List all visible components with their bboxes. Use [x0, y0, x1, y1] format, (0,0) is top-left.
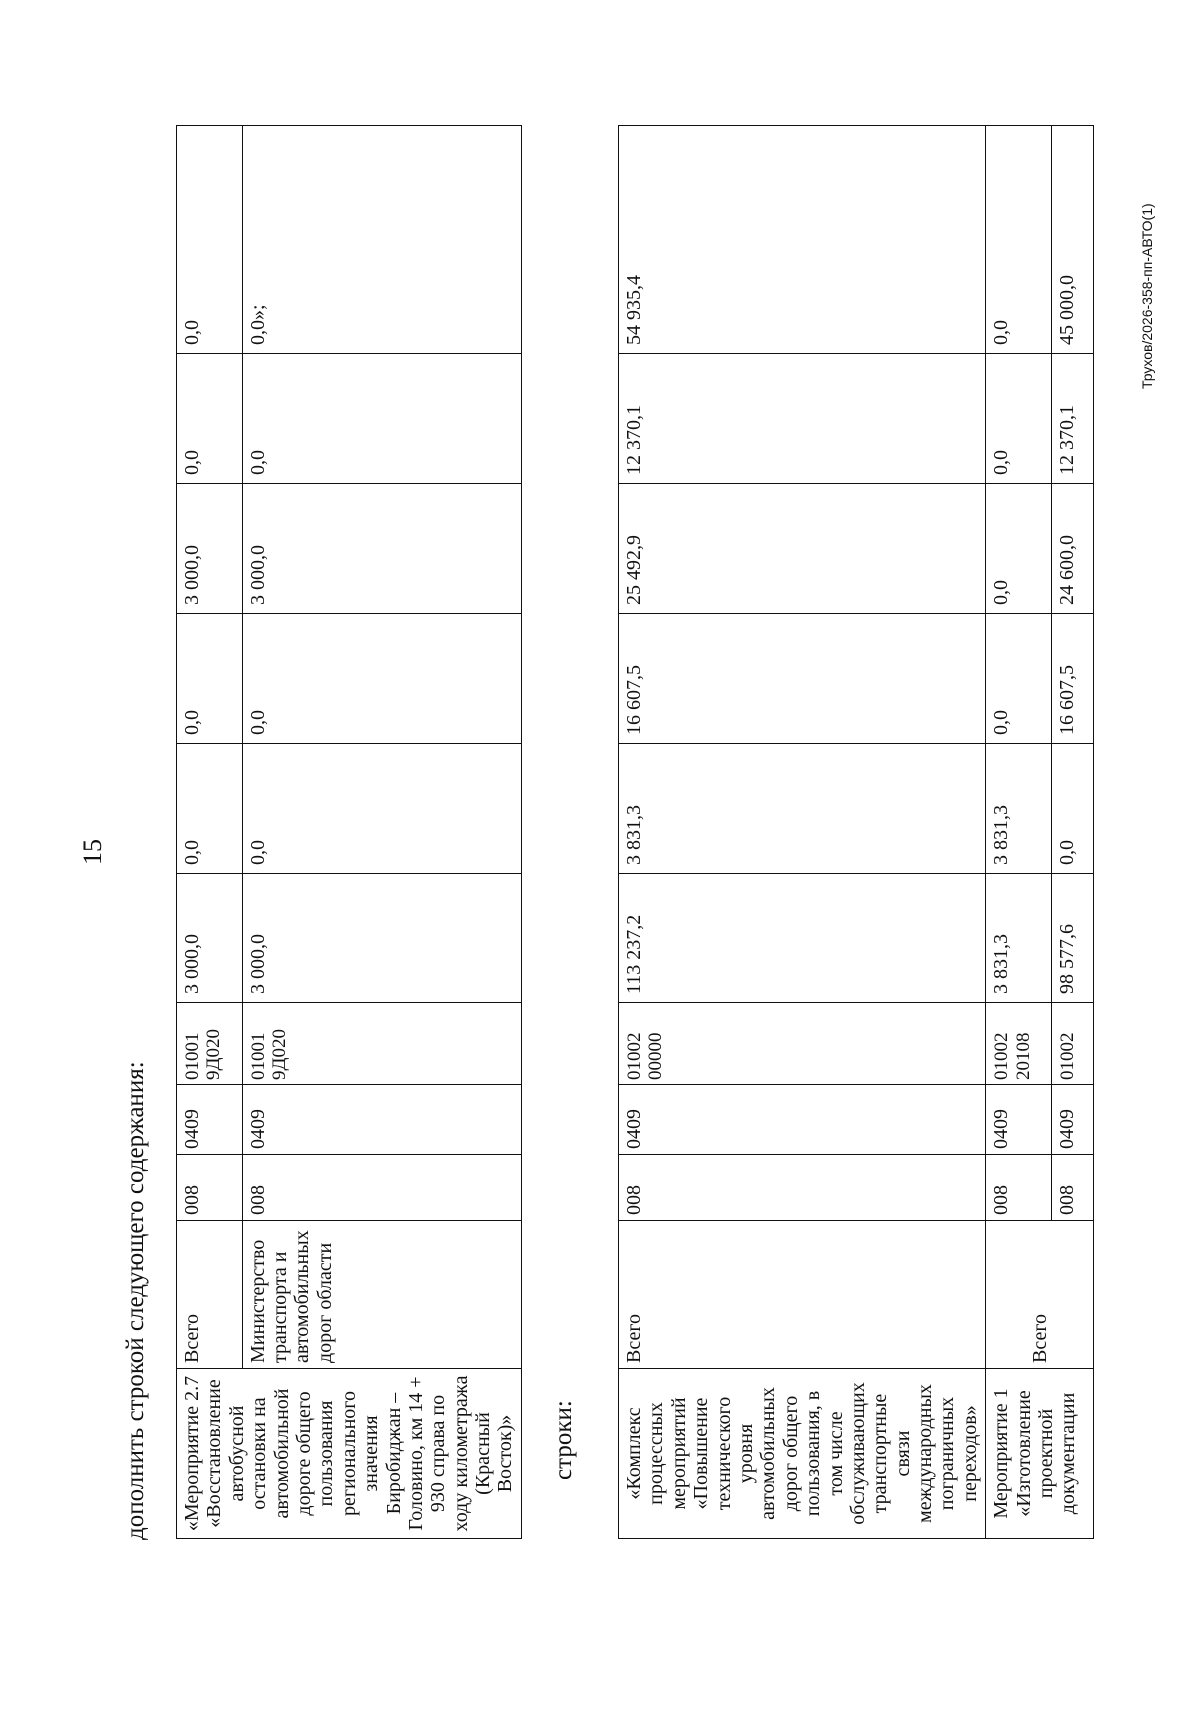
rzpr-cell: 0409 [242, 1085, 521, 1155]
grbs-cell: 008 [986, 1155, 1052, 1221]
footer-reference: Трухов/2026-358-пп-АВТО(1) [1139, 203, 1155, 389]
rzpr-cell: 0409 [1052, 1085, 1094, 1155]
value-cell: 24 600,0 [1052, 484, 1094, 614]
table-row [177, 126, 243, 1539]
value-cell: 0,0 [986, 354, 1052, 484]
value-cell: 12 370,1 [1052, 354, 1094, 484]
value-cell: 45 000,0 [1052, 126, 1094, 354]
complex-name: «Комплекс процессных мероприятий «Повышение технического уровня автомобильных дорог общего пользования, в том числе обслуживающих транспортные связи международных пограничных переходов» [623, 1382, 981, 1525]
rzpr-cell: 0409 [986, 1085, 1052, 1155]
csr-cell: 01001 9Д020 [242, 1003, 521, 1085]
csr-cell: 01002 20108 [986, 1003, 1052, 1085]
value-cell: 0,0 [242, 744, 521, 874]
page-number: 15 [78, 839, 107, 865]
executor-cell: Всего [177, 1221, 243, 1369]
measure-name-cell [177, 1369, 522, 1539]
table-row [242, 126, 521, 1539]
csr-cell: 01002 00000 [619, 1003, 986, 1085]
complex-name-cell [619, 1369, 986, 1539]
value-cell: 25 492,9 [619, 484, 986, 614]
table-row [986, 126, 1052, 1539]
value-cell: 3 000,0 [177, 874, 243, 1003]
value-cell: 12 370,1 [619, 354, 986, 484]
value-cell: 0,0 [1052, 744, 1094, 874]
value-cell: 54 935,4 [619, 126, 986, 354]
value-cell: 3 831,3 [986, 874, 1052, 1003]
executor-cell: Всего [619, 1221, 986, 1369]
table-row [619, 126, 986, 1539]
value-cell: 3 000,0 [177, 484, 243, 614]
csr-cell: 01002 [1052, 1003, 1094, 1085]
rzpr-cell: 0409 [177, 1085, 243, 1155]
table-complex-measures [618, 125, 1094, 1539]
measure1-name: Мероприятие 1 «Изготовление проектной документации [990, 1388, 1080, 1519]
grbs-cell: 008 [177, 1155, 243, 1221]
intro-text: дополнить строкой следующего содержания: [122, 1061, 149, 1540]
value-cell: 0,0 [177, 614, 243, 744]
value-cell: 0,0 [177, 354, 243, 484]
grbs-cell: 008 [619, 1155, 986, 1221]
measure-name: «Мероприятие 2.7 «Восстановление автобусной остановки на автомобильной дороге общего пользования регионального значения Биробиджан – Головино, км 14 + 930 справа по ходу километража (Красный Восток)» [181, 1375, 517, 1532]
table-measure-2-7 [176, 125, 522, 1539]
measure-name-cell [986, 1369, 1094, 1539]
value-cell: 113 237,2 [619, 874, 986, 1003]
value-cell: 0,0 [177, 126, 243, 354]
strings-label: строки: [550, 1400, 577, 1480]
value-cell: 3 000,0 [242, 874, 521, 1003]
value-cell: 16 607,5 [1052, 614, 1094, 744]
value-cell: 3 831,3 [619, 744, 986, 874]
value-cell: 0,0 [986, 614, 1052, 744]
rzpr-cell: 0409 [619, 1085, 986, 1155]
value-cell: 3 000,0 [242, 484, 521, 614]
executor-cell: Всего [986, 1221, 1094, 1369]
value-cell: 16 607,5 [619, 614, 986, 744]
value-cell: 0,0 [242, 614, 521, 744]
grbs-cell: 008 [242, 1155, 521, 1221]
value-cell: 0,0 [177, 744, 243, 874]
value-cell: 0,0 [242, 354, 521, 484]
value-cell: 0,0 [986, 484, 1052, 614]
value-cell: 3 831,3 [986, 744, 1052, 874]
csr-cell: 01001 9Д020 [177, 1003, 243, 1085]
executor-cell: Министерство транспорта и автомобильных дорог области [242, 1221, 521, 1369]
value-cell: 0,0»; [242, 126, 521, 354]
grbs-cell: 008 [1052, 1155, 1094, 1221]
value-cell: 98 577,6 [1052, 874, 1094, 1003]
value-cell: 0,0 [986, 126, 1052, 354]
